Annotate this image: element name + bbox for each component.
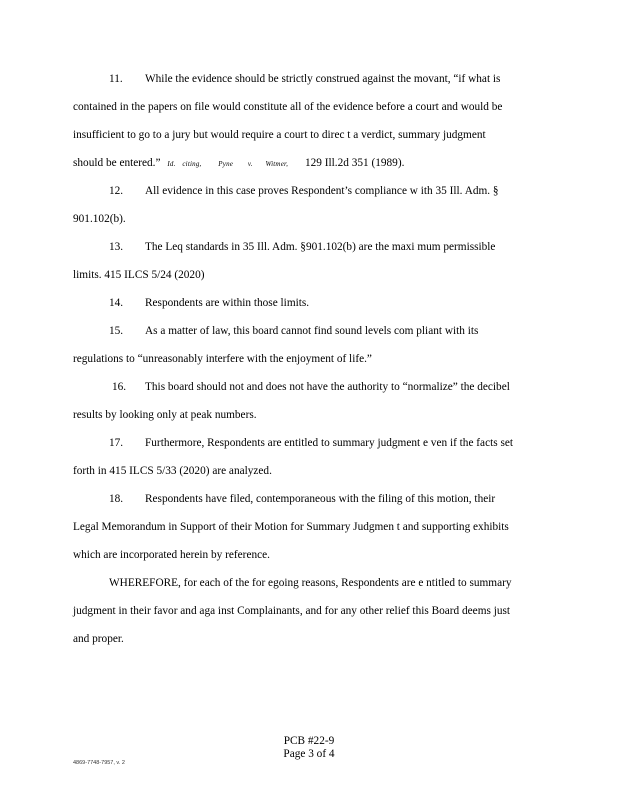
paragraph-number: 14. (109, 297, 124, 309)
paragraph-text-line: As a matter of law, this board cannot find sound levels com pliant with its (145, 325, 479, 337)
paragraph-text-line: This board should not and does not have the authority to “normalize” the decibel (145, 381, 510, 393)
paragraph-text-line: All evidence in this case proves Respondent’s compliance w ith 35 Ill. Adm. § (145, 185, 499, 197)
citation-case-name-second: Witmer, (265, 160, 289, 168)
paragraph-text-line: results by looking only at peak numbers. (73, 409, 257, 421)
paragraph-number: 18. (109, 493, 124, 505)
case-number: PCB #22-9 (283, 735, 335, 747)
paragraph-text-line: regulations to “unreasonably interfere with the enjoyment of life.” (73, 353, 372, 365)
paragraph-text-line: insufficient to go to a jury but would require a court to direc t a verdict, summary judgment (73, 129, 486, 141)
citation-id: Id. (167, 160, 176, 168)
citation-versus: v. (247, 160, 253, 168)
paragraph-text-line: contained in the papers on file would constitute all of the evidence before a court and would be (73, 101, 503, 113)
paragraph-text-line: forth in 415 ILCS 5/33 (2020) are analyzed. (73, 465, 272, 477)
paragraph-text-line: Respondents have filed, contemporaneous with the filing of this motion, their (145, 493, 496, 505)
citation-case-name-first: Pyne (218, 160, 234, 168)
paragraph-text-line: which are incorporated herein by reference. (73, 549, 270, 561)
paragraph-text-line: The Leq standards in 35 Ill. Adm. §901.102(b) are the maxi mum permissible (145, 241, 496, 253)
page-number: Page 3 of 4 (283, 748, 335, 760)
paragraph-text-line: Furthermore, Respondents are entitled to summary judgment e ven if the facts set (145, 437, 513, 449)
paragraph-number: 11. (109, 73, 123, 85)
paragraph-text-line: limits. 415 ILCS 5/24 (2020) (73, 269, 205, 281)
paragraph-text-fragment: should be entered.” (73, 157, 161, 169)
paragraph-text-line (73, 156, 404, 171)
document-id: 4869-7748-7957, v. 2 (73, 760, 125, 766)
paragraph-text-line: 901.102(b). (73, 213, 126, 225)
paragraph-text-line: Legal Memorandum in Support of their Motion for Summary Judgmen t and supporting exhibits (73, 521, 509, 533)
paragraph-number: 17. (109, 437, 124, 449)
paragraph-number: 13. (109, 241, 124, 253)
citation-reporter: 129 Ill.2d 351 (1989). (304, 157, 405, 169)
wherefore-text-line: and proper. (73, 633, 124, 645)
paragraph-number: 15. (109, 325, 124, 337)
paragraph-number: 16. (112, 381, 127, 393)
paragraph-number: 12. (109, 185, 124, 197)
citation-citing: citing, (182, 160, 202, 168)
paragraph-text-line: While the evidence should be strictly construed against the movant, “if what is (145, 73, 501, 85)
wherefore-text-line: WHEREFORE, for each of the for egoing reasons, Respondents are e ntitled to summary (109, 577, 512, 589)
paragraph-text-line: Respondents are within those limits. (145, 297, 310, 309)
wherefore-text-line: judgment in their favor and aga inst Complainants, and for any other relief this Board deems just (73, 605, 511, 617)
